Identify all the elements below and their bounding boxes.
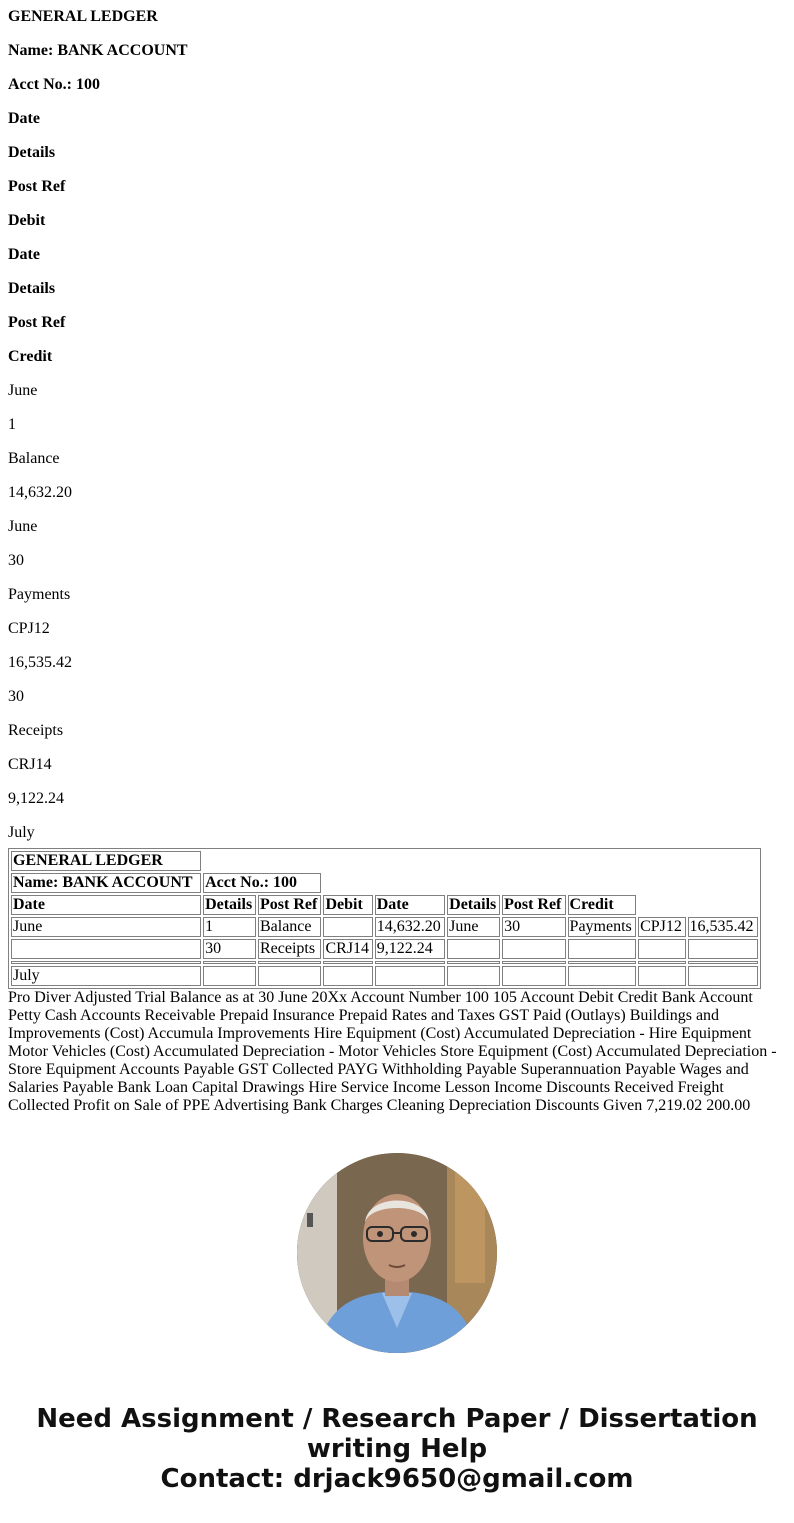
table-cell: 1 [203, 917, 256, 937]
table-cell: July [11, 966, 201, 986]
table-cell: June [447, 917, 500, 937]
table-cell [447, 966, 500, 986]
table-cell [688, 966, 758, 986]
label-debit: Debit [8, 212, 46, 229]
empty-cell [203, 851, 758, 871]
promo-line: writing Help [306, 1434, 488, 1464]
ledger-table [8, 848, 761, 989]
label-post-ref: Post Ref [8, 178, 66, 195]
value-line: CPJ12 [8, 620, 50, 637]
table-cell [502, 966, 565, 986]
stacked-content [8, 0, 786, 842]
table-cell [11, 939, 201, 959]
label-details: Details [8, 144, 56, 161]
label-credit: Credit [8, 348, 53, 365]
header-cell-details: Details [203, 895, 256, 915]
header-cell-credit: Credit [568, 895, 637, 915]
value-line: Balance [8, 450, 60, 467]
table-cell [568, 966, 637, 986]
label-post-ref: Post Ref [8, 314, 66, 331]
table-cell: 9,122.24 [375, 939, 445, 959]
spacer-cell [688, 961, 758, 964]
table-cell [502, 939, 565, 959]
table-header-row [11, 895, 758, 915]
table-row [11, 851, 758, 871]
value-line: 30 [8, 552, 24, 569]
value-line: 14,632.20 [8, 484, 72, 501]
table-cell: CRJ14 [323, 939, 372, 959]
value-line: Receipts [8, 722, 64, 739]
promo-banner [0, 1404, 794, 1494]
empty-cell [638, 895, 758, 915]
value-line: 30 [8, 688, 24, 705]
spacer-cell [502, 961, 565, 964]
table-cell: CPJ12 [638, 917, 685, 937]
value-line: 16,535.42 [8, 654, 72, 671]
label-date: Date [8, 246, 40, 263]
spacer-cell [258, 961, 321, 964]
table-cell [375, 966, 445, 986]
table-spacer-row [11, 961, 758, 964]
header-cell-date: Date [11, 895, 201, 915]
spacer-cell [203, 961, 256, 964]
table-name-cell: Name: BANK ACCOUNT [11, 873, 201, 893]
table-acct-cell: Acct No.: 100 [203, 873, 321, 893]
table-row [11, 966, 758, 986]
table-cell [688, 939, 758, 959]
table-cell [258, 966, 321, 986]
spacer-cell [375, 961, 445, 964]
table-cell: Payments [568, 917, 637, 937]
avatar-illustration [297, 1153, 497, 1353]
value-line: CRJ14 [8, 756, 52, 773]
table-row [11, 917, 758, 937]
table-cell: Balance [258, 917, 321, 937]
account-number: Acct No.: 100 [8, 76, 100, 93]
header-cell-details: Details [447, 895, 500, 915]
table-cell [638, 939, 685, 959]
label-date: Date [8, 110, 40, 127]
table-row [11, 939, 758, 959]
author-avatar [297, 1153, 497, 1353]
table-cell: 16,535.42 [688, 917, 758, 937]
spacer-cell [568, 961, 637, 964]
empty-cell [323, 873, 758, 893]
account-name: Name: BANK ACCOUNT [8, 42, 188, 59]
table-cell: Receipts [258, 939, 321, 959]
table-cell: 30 [502, 917, 565, 937]
table-title-cell: GENERAL LEDGER [11, 851, 201, 871]
spacer-cell [447, 961, 500, 964]
value-line: June [8, 518, 38, 535]
table-cell [568, 939, 637, 959]
spacer-cell [323, 961, 372, 964]
header-cell-post-ref: Post Ref [502, 895, 565, 915]
table-cell: June [11, 917, 201, 937]
value-line: 9,122.24 [8, 790, 64, 807]
spacer-cell [638, 961, 685, 964]
table-cell [203, 966, 256, 986]
spacer-cell [11, 961, 201, 964]
table-cell [323, 917, 372, 937]
table-cell [638, 966, 685, 986]
table-cell [447, 939, 500, 959]
table-cell [323, 966, 372, 986]
value-line: July [8, 824, 35, 841]
table-row [11, 873, 758, 893]
ledger-title: GENERAL LEDGER [8, 8, 158, 25]
header-cell-post-ref: Post Ref [258, 895, 321, 915]
promo-contact: Contact: drjack9650@gmail.com [160, 1464, 634, 1494]
table-cell: 14,632.20 [375, 917, 445, 937]
table-cell: 30 [203, 939, 256, 959]
header-cell-debit: Debit [323, 895, 372, 915]
header-cell-date: Date [375, 895, 445, 915]
value-line: 1 [8, 416, 16, 433]
trial-balance-paragraph: Pro Diver Adjusted Trial Balance as at 30 June 20Xx Account Number 100 105 Account Debit Credit Bank Account Petty Cash Accounts Receivable Prepaid Insurance Prepaid Rates and Taxes GST Paid (Outlays) Buildings and Improvements (Cost) Accumula Improvements Hire Equipment (Cost) Accumulated Depreciation - Hire Equipment Motor Vehicles (Cost) Accumulated Depreciation - Motor Vehicles Store Equipment (Cost) Accumulated Depreciation - Store Equipment Accounts Payable GST Collected PAYG Withholding Payable Superannuation Payable Wages and Salaries Payable Bank Loan Capital Drawings Hire Service Income Lesson Income Discounts Received Freight Collected Profit on Sale of PPE Advertising Bank Charges Cleaning Depreciation Discounts Given 7,219.02 200.00 [8, 989, 777, 1114]
label-details: Details [8, 280, 56, 297]
promo-line: Need Assignment / Research Paper / Dissertation [36, 1404, 758, 1434]
value-line: Payments [8, 586, 71, 603]
value-line: June [8, 382, 38, 399]
